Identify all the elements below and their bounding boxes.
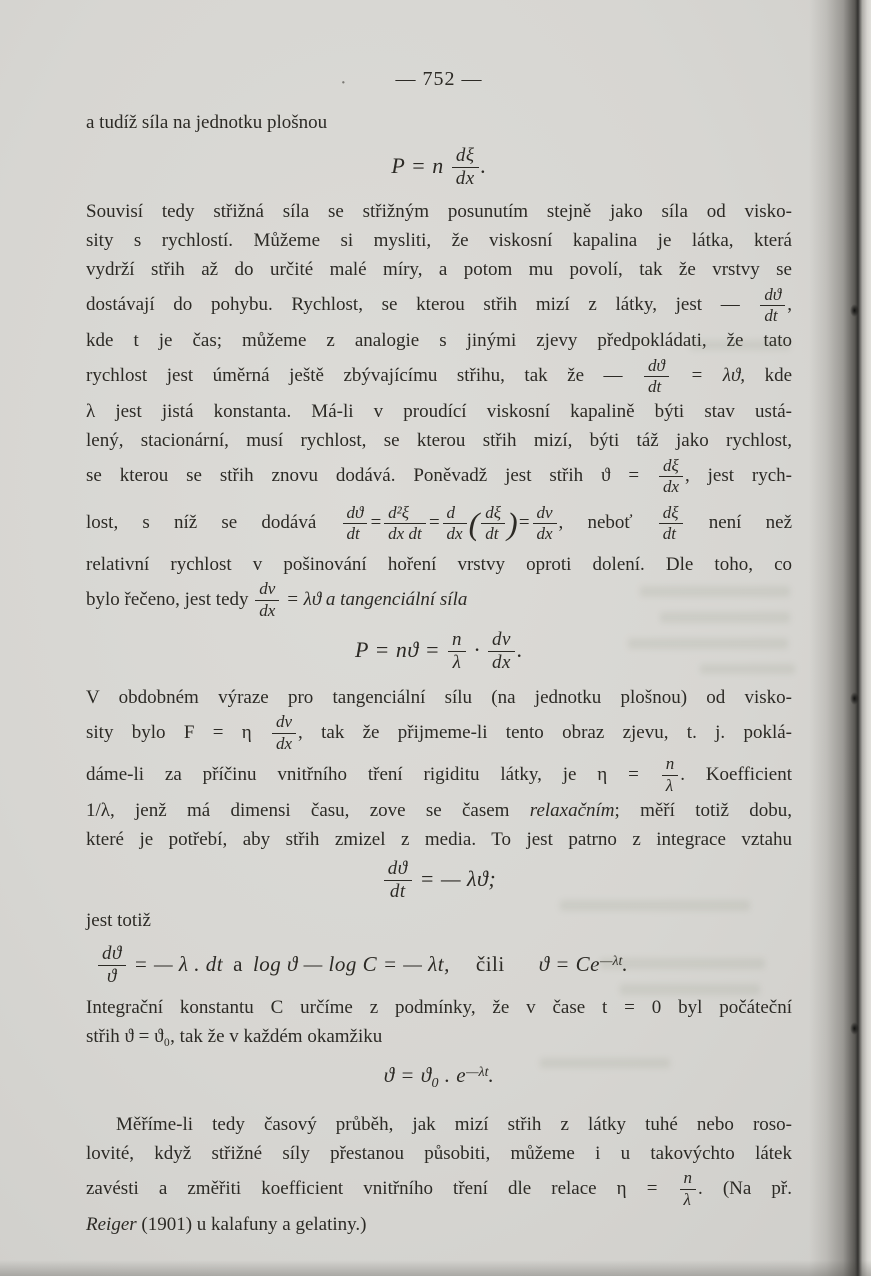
bleed-through-smudge — [600, 958, 765, 969]
fraction: $\frac{n}{\lambda}$ — [680, 1169, 697, 1209]
bleed-through-smudge — [560, 900, 750, 911]
equation-lhs: P = nϑ = — [355, 636, 441, 662]
cili-word: čili — [475, 951, 505, 976]
text-line: lovité, když střižné síly přestanou působiti, můžeme i u takovýchto látek — [86, 1142, 792, 1164]
page-edge-mark — [850, 692, 859, 705]
conjunction: a — [233, 951, 243, 976]
equation-lhs: P = n — [391, 153, 444, 178]
text-line: lený, stacionární, musí rychlost, se kterou střih mizí, býti táž jako rychlost, — [86, 430, 792, 451]
equation-tail: . — [516, 636, 523, 662]
fraction: $\frac{dϑ}{dt}$ — [384, 859, 412, 903]
display-equation-4: $\frac{dϑ}{ϑ}$ = — λ . dt a log ϑ — log C = — λt, čili $ϑ = Ce^{—\lambda t}$. — [86, 937, 792, 989]
text-line: rychlost jest úměrná ještě zbývajícímu střihu, tak že — $\frac{dϑ}{dt}$ = λϑ, kde — [86, 355, 792, 397]
left-parenthesis: ( — [468, 505, 480, 542]
text-line: dáme-li za příčinu vnitřního tření rigiditu látky, je η = $\frac{n}{\lambda}$ . Koefficient — [86, 754, 793, 795]
display-equation-2 — [86, 625, 792, 675]
bleed-through-smudge — [628, 638, 788, 649]
emphasized-term: relaxačním — [529, 799, 615, 821]
paragraph-3 — [86, 683, 792, 854]
ink-speck: · — [340, 72, 348, 94]
fraction: $\frac{d}{dx}$ — [443, 504, 467, 544]
text-line: lost, s níž se dodává $\frac{dϑ}{dt}$ = $\frac{\text{d²ξ}}{\text{dx dt}}$ = $\frac{d}{dx}$ ( $\frac{d\xi}{dt}$ )= $\frac{dv}{dx}$ , neboť $\frac{d\xi}{dt}$ není než — [86, 502, 793, 544]
bleed-through-smudge — [700, 664, 795, 674]
paragraph-6 — [86, 1110, 792, 1239]
fraction: $\frac{d\xi}{dt}$ — [481, 504, 505, 544]
page-content — [86, 68, 792, 1239]
text-line: kde t je čas; můžeme z analogie s jinými zjevy předpokládati, že tato — [86, 330, 792, 351]
right-parenthesis: ) — [507, 505, 518, 542]
subscript: 0 — [431, 1075, 440, 1091]
fraction: $\frac{dϑ}{dt}$ — [644, 357, 669, 397]
text-line: Měříme-li tedy časový průběh, jak mizí střih z látky tuhé nebo roso- — [116, 1113, 792, 1135]
text-line: jest totiž — [86, 909, 151, 931]
bleed-through-smudge — [620, 984, 760, 995]
book-gutter-shadow — [809, 0, 871, 1276]
bottom-scan-shadow — [0, 1260, 871, 1276]
paragraph-2 — [86, 197, 792, 621]
text-line: se kterou se střih znovu dodává. Poněvadž jest střih ϑ = $\frac{d\xi}{dx}$ , jest rych- — [86, 455, 792, 497]
fraction: $\frac{\text{d²ξ}}{\text{dx dt}}$ — [384, 504, 426, 544]
page-number: — 752 — — [395, 68, 483, 90]
page-header — [86, 68, 792, 94]
fraction: $\frac{n}{\lambda}$ — [448, 630, 466, 674]
text-line: relativní rychlost v pošinování hoření vrstvy oproti dolení. Dle toho, co — [86, 553, 792, 575]
fraction: $\frac{dv}{dx}$ — [488, 630, 515, 674]
fraction: $\frac{dϑ}{dt}$ — [760, 286, 785, 326]
fraction: $\frac{d\xi}{dx}$ — [452, 146, 479, 190]
multiplication-dot: · — [474, 636, 481, 662]
text-line: λ jest jistá konstanta. Má-li v proudící viskosní kapalině býti stav ustá- — [86, 401, 792, 422]
text-line: dostávají do pohybu. Rychlost, se kterou střih mizí z látky, jest — $\frac{dϑ}{dt}$ , — [86, 284, 793, 326]
text-line: které je potřebí, aby střih zmizel z media. To jest patrno z integrace vztahu — [86, 828, 792, 850]
bleed-through-smudge — [640, 586, 790, 597]
text-line: bylo řečeno, jest tedy $\frac{dv}{dx}$ = λϑ a tangenciální síla — [86, 579, 468, 620]
fraction: $\frac{dv}{dx}$ — [533, 504, 557, 544]
bleed-through-smudge — [660, 612, 790, 623]
display-equation-5: $ϑ = ϑ_0$ . $e^{—\lambda t}$. — [383, 1062, 495, 1091]
exponent: —λt — [466, 1064, 489, 1080]
page-edge-mark — [850, 304, 859, 317]
text-line: a tudíž síla na jednotku plošnou — [86, 112, 328, 133]
text-line: V obdobném výraze pro tangenciální sílu (na jednotku plošnou) od visko- — [86, 686, 792, 708]
exponent: —λt — [600, 953, 623, 969]
author-name: Reiger — [86, 1213, 137, 1235]
fraction: $\frac{dϑ}{ϑ}$ — [98, 944, 126, 988]
text-line: Souvisí tedy střižná síla se střižným posunutím stejně jako síla od visko- — [86, 201, 792, 222]
bleed-through-smudge — [690, 340, 790, 350]
text-line: Reiger (1901) u kalafuny a gelatiny.) — [86, 1213, 367, 1235]
paragraph-5 — [86, 993, 792, 1051]
text-line: zavésti a změřiti koefficient vnitřního tření dle relace η = $\frac{n}{\lambda}$ . (Na př. — [86, 1168, 793, 1209]
bleed-through-smudge — [540, 1058, 670, 1068]
fraction: $\frac{d\xi}{dt}$ — [659, 504, 683, 544]
fraction: $\frac{dv}{dx}$ — [255, 580, 279, 620]
text-line: 1/λ, jenž má dimensi času, zove se časem relaxačním; měří totiž dobu, — [86, 799, 793, 821]
text-line: sity s rychlostí. Můžeme si mysliti, že viskosní kapalina je látka, která — [86, 230, 792, 251]
text-line: Integrační konstantu C určíme z podmínky, že v čase t = 0 byl počáteční — [86, 996, 792, 1018]
fraction: $\frac{d\xi}{dx}$ — [659, 457, 683, 497]
fraction: $\frac{dϑ}{dt}$ — [343, 504, 368, 544]
text-line: sity bylo F = η $\frac{dv}{dx}$ , tak že přijmeme-li tento obraz zjevu, t. j. poklá- — [86, 712, 793, 753]
page-edge-mark — [850, 1022, 859, 1035]
equation-rhs: = — λϑ; — [419, 865, 497, 891]
text-line: střih ϑ = ϑ₀, tak že v každém okamžiku — [86, 1025, 383, 1047]
display-equation-3 — [86, 854, 792, 904]
fraction: $\frac{n}{\lambda}$ — [662, 755, 679, 795]
text-line: vydrží střih až do určité malé míry, a potom mu povolí, tak že vrstvy se — [86, 259, 792, 280]
fraction: $\frac{dv}{dx}$ — [272, 713, 296, 753]
equation-tail: . — [480, 153, 487, 178]
display-equation-1 — [86, 141, 792, 191]
